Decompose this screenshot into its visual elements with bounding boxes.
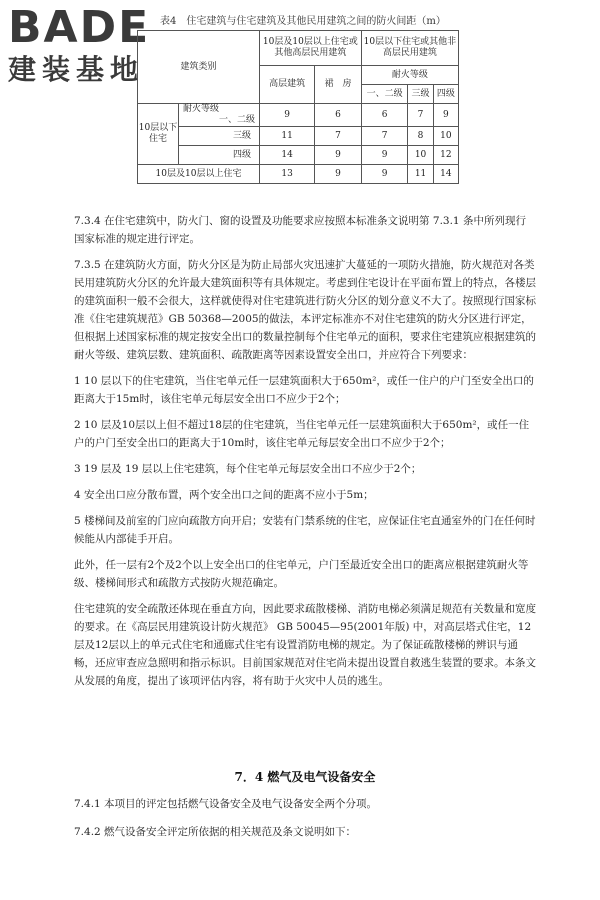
cell: 9 <box>361 146 408 165</box>
paragraph-vertical-evacuation: 住宅建筑的安全疏散还体现在垂直方向，因此要求疏散楼梯、消防电梯必须满足规范有关数量和宽度的要求。在《高层民用建筑设计防火规范》 GB 50045—95(2001年版) 中，对高层塔式住宅，12层及12层以上的单元式住宅和通廊式住宅有设置消防电梯的规定。为了保证疏散楼梯的辨识与通畅，还应审查应急照明和指示标识。目前国家规范对住宅尚未提出设置自救逃生装置的要求。本条文从发展的角度，提出了该项评估内容，将有助于火灾中人员的逃生。 <box>74 603 536 687</box>
row-group-label: 10层以下住宅 <box>138 104 179 165</box>
paragraph-additional: 此外，任一层有2个及2个以上安全出口的住宅单元，户门至最近安全出口的距离应根据建筑耐火等级、楼梯间形式和疏散方式按防火规范确定。 <box>74 559 529 589</box>
cell: 14 <box>433 165 458 184</box>
paragraph-7-4-2: 7.4.2 燃气设备安全评定所依据的相关规范及条文说明如下： <box>74 826 357 838</box>
last-row-label: 10层及10层以上住宅 <box>138 165 260 184</box>
cell: 10 <box>408 146 433 165</box>
cell: 12 <box>433 146 458 165</box>
requirement-4: 4 安全出口应分散布置，两个安全出口之间的距离不应小于5m； <box>74 489 374 501</box>
cell: 7 <box>315 127 361 146</box>
table-caption: 表4 住宅建筑与住宅建筑及其他民用建筑之间的防火间距（m） <box>160 16 446 27</box>
paragraph-7-3-5: 7.3.5 在建筑防火方面，防火分区是为防止局部火灾迅速扩大蔓延的一项防火措施，防火规范对各类民用建筑防火分区的允许最大建筑面积等有具体规定。考虑到住宅设计在平面布置上的特点，各楼层的建筑面积一般不会很大，这样就使得对住宅建筑进行防火分区的划分意义不大了。按照现行国家标准《住宅建筑规范》GB 50368—2005的做法，本评定标准亦不对住宅建筑的防火分区进行评定，但根据上述国家标准的规定按安全出口的数量控制每个住宅单元的面积，要求住宅建筑应根据建筑的耐火等级、建筑层数、建筑面积、疏散距离等因素设置安全出口，并应符合下列要求： <box>74 259 536 361</box>
header-rating-3: 四级 <box>433 85 458 104</box>
row-grade: 四级 <box>179 146 260 165</box>
cell: 6 <box>361 104 408 127</box>
cell: 14 <box>260 146 315 165</box>
section-title: 7．4 燃气及电气设备安全 <box>234 770 376 784</box>
paragraph-7-3-4: 7.3.4 在住宅建筑中，防火门、窗的设置及功能要求应按照本标准条文说明第 7.3.1 条中所列现行国家标准的规定进行评定。 <box>74 215 526 245</box>
header-high-building: 高层建筑 <box>260 66 315 104</box>
cell: 9 <box>260 104 315 127</box>
header-fire-rating: 耐火等级 <box>361 66 458 85</box>
cell: 10 <box>433 127 458 146</box>
cell: 9 <box>315 165 361 184</box>
header-group-high: 10层及10层以上住宅或其他高层民用建筑 <box>260 31 362 66</box>
paragraph-7-4-1: 7.4.1 本项目的评定包括燃气设备安全及电气设备安全两个分项。 <box>74 798 378 810</box>
cell: 9 <box>433 104 458 127</box>
row-grade: 一、二级 <box>218 115 255 125</box>
table-row <box>138 127 459 146</box>
cell: 6 <box>315 104 361 127</box>
table-row <box>138 104 459 127</box>
header-category: 建筑类别 <box>138 31 260 104</box>
cell: 9 <box>315 146 361 165</box>
logo-brand: BADE <box>8 2 151 53</box>
cell: 7 <box>361 127 408 146</box>
fire-distance-table <box>137 30 459 184</box>
cell: 8 <box>408 127 433 146</box>
cell: 9 <box>361 165 408 184</box>
cell: 7 <box>408 104 433 127</box>
logo-subtitle: 建装基地 <box>8 53 145 86</box>
row-grade: 三级 <box>179 127 260 146</box>
requirement-5: 5 楼梯间及前室的门应向疏散方向开启；安装有门禁系统的住宅，应保证住宅直通室外的门在任何时候能从内部徒手开启。 <box>74 515 536 545</box>
requirement-2: 2 10 层及10层以上但不超过18层的住宅建筑，当住宅单元任一层建筑面积大于650m²，或任一住户的户门至安全出口的距离大于10m时，该住宅单元每层安全出口不应少于2个； <box>74 419 530 449</box>
table-row <box>138 146 459 165</box>
cell: 11 <box>408 165 433 184</box>
body-text <box>74 212 536 698</box>
section-text <box>74 795 536 851</box>
cell: 11 <box>260 127 315 146</box>
header-group-low: 10层以下住宅或其他非高层民用建筑 <box>361 31 458 66</box>
header-rating-2: 三级 <box>408 85 433 104</box>
table-row <box>138 165 459 184</box>
row-grade-cell <box>179 104 260 127</box>
fire-label: 耐火等级 <box>183 104 220 114</box>
requirement-3: 3 19 层及 19 层以上住宅建筑，每个住宅单元每层安全出口不应少于2个； <box>74 463 422 475</box>
header-rating-1: 一、二级 <box>361 85 408 104</box>
requirement-1: 1 10 层以下的住宅建筑，当住宅单元任一层建筑面积大于650m²，或任一住户的户门至安全出口的距离大于15m时，该住宅单元每层安全出口不应少于2个； <box>74 375 534 405</box>
header-annex: 裙 房 <box>315 66 361 104</box>
cell: 13 <box>260 165 315 184</box>
